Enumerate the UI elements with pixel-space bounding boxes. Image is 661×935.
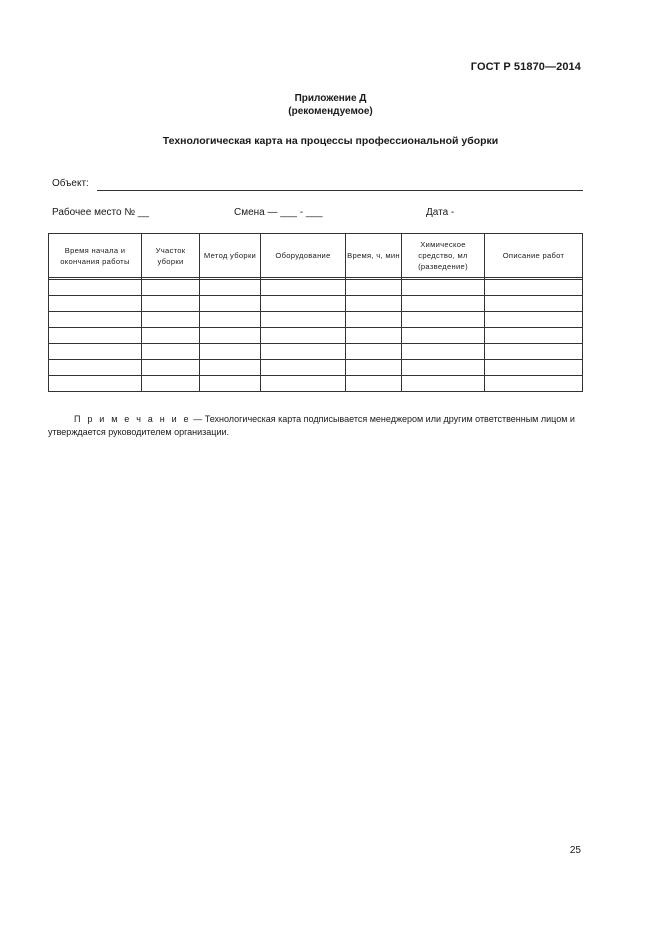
column-header: Время, ч, мин bbox=[346, 234, 402, 278]
column-header: Время начала и окончания работы bbox=[49, 234, 142, 278]
column-header: Метод уборки bbox=[200, 234, 261, 278]
table-row bbox=[49, 312, 583, 328]
object-field-line[interactable] bbox=[97, 190, 583, 191]
column-header: Описание работ bbox=[485, 234, 583, 278]
date-label: Дата - bbox=[426, 207, 455, 218]
object-label: Объект: bbox=[52, 178, 89, 189]
column-header: Химическое средство, мл (разведение) bbox=[402, 234, 485, 278]
workplace-label: Рабочее место № __ bbox=[52, 207, 149, 218]
shift-label: Смена — ___ - ___ bbox=[234, 207, 323, 218]
table-row bbox=[49, 296, 583, 312]
note-prefix: П р и м е ч а н и е bbox=[74, 414, 191, 424]
standard-number: ГОСТ Р 51870—2014 bbox=[470, 61, 581, 73]
column-header: Участок уборки bbox=[142, 234, 200, 278]
table-row bbox=[49, 280, 583, 296]
page-number: 25 bbox=[569, 845, 581, 856]
table-row bbox=[49, 344, 583, 360]
document-title: Технологическая карта на процессы профессиональной уборки bbox=[162, 135, 499, 147]
appendix-heading bbox=[0, 92, 661, 118]
appendix-status: (рекомендуемое) bbox=[288, 106, 373, 117]
work-map-table bbox=[48, 233, 583, 392]
note-paragraph bbox=[48, 413, 588, 439]
appendix-title: Приложение Д bbox=[294, 93, 367, 104]
note-text: — Технологическая карта подписывается менеджером или другим ответственным лицом и утверждается руководителем организации. bbox=[48, 414, 575, 437]
table-row bbox=[49, 328, 583, 344]
table-row bbox=[49, 376, 583, 392]
column-header: Оборудование bbox=[261, 234, 346, 278]
table-row bbox=[49, 360, 583, 376]
table-header-row bbox=[49, 234, 583, 278]
